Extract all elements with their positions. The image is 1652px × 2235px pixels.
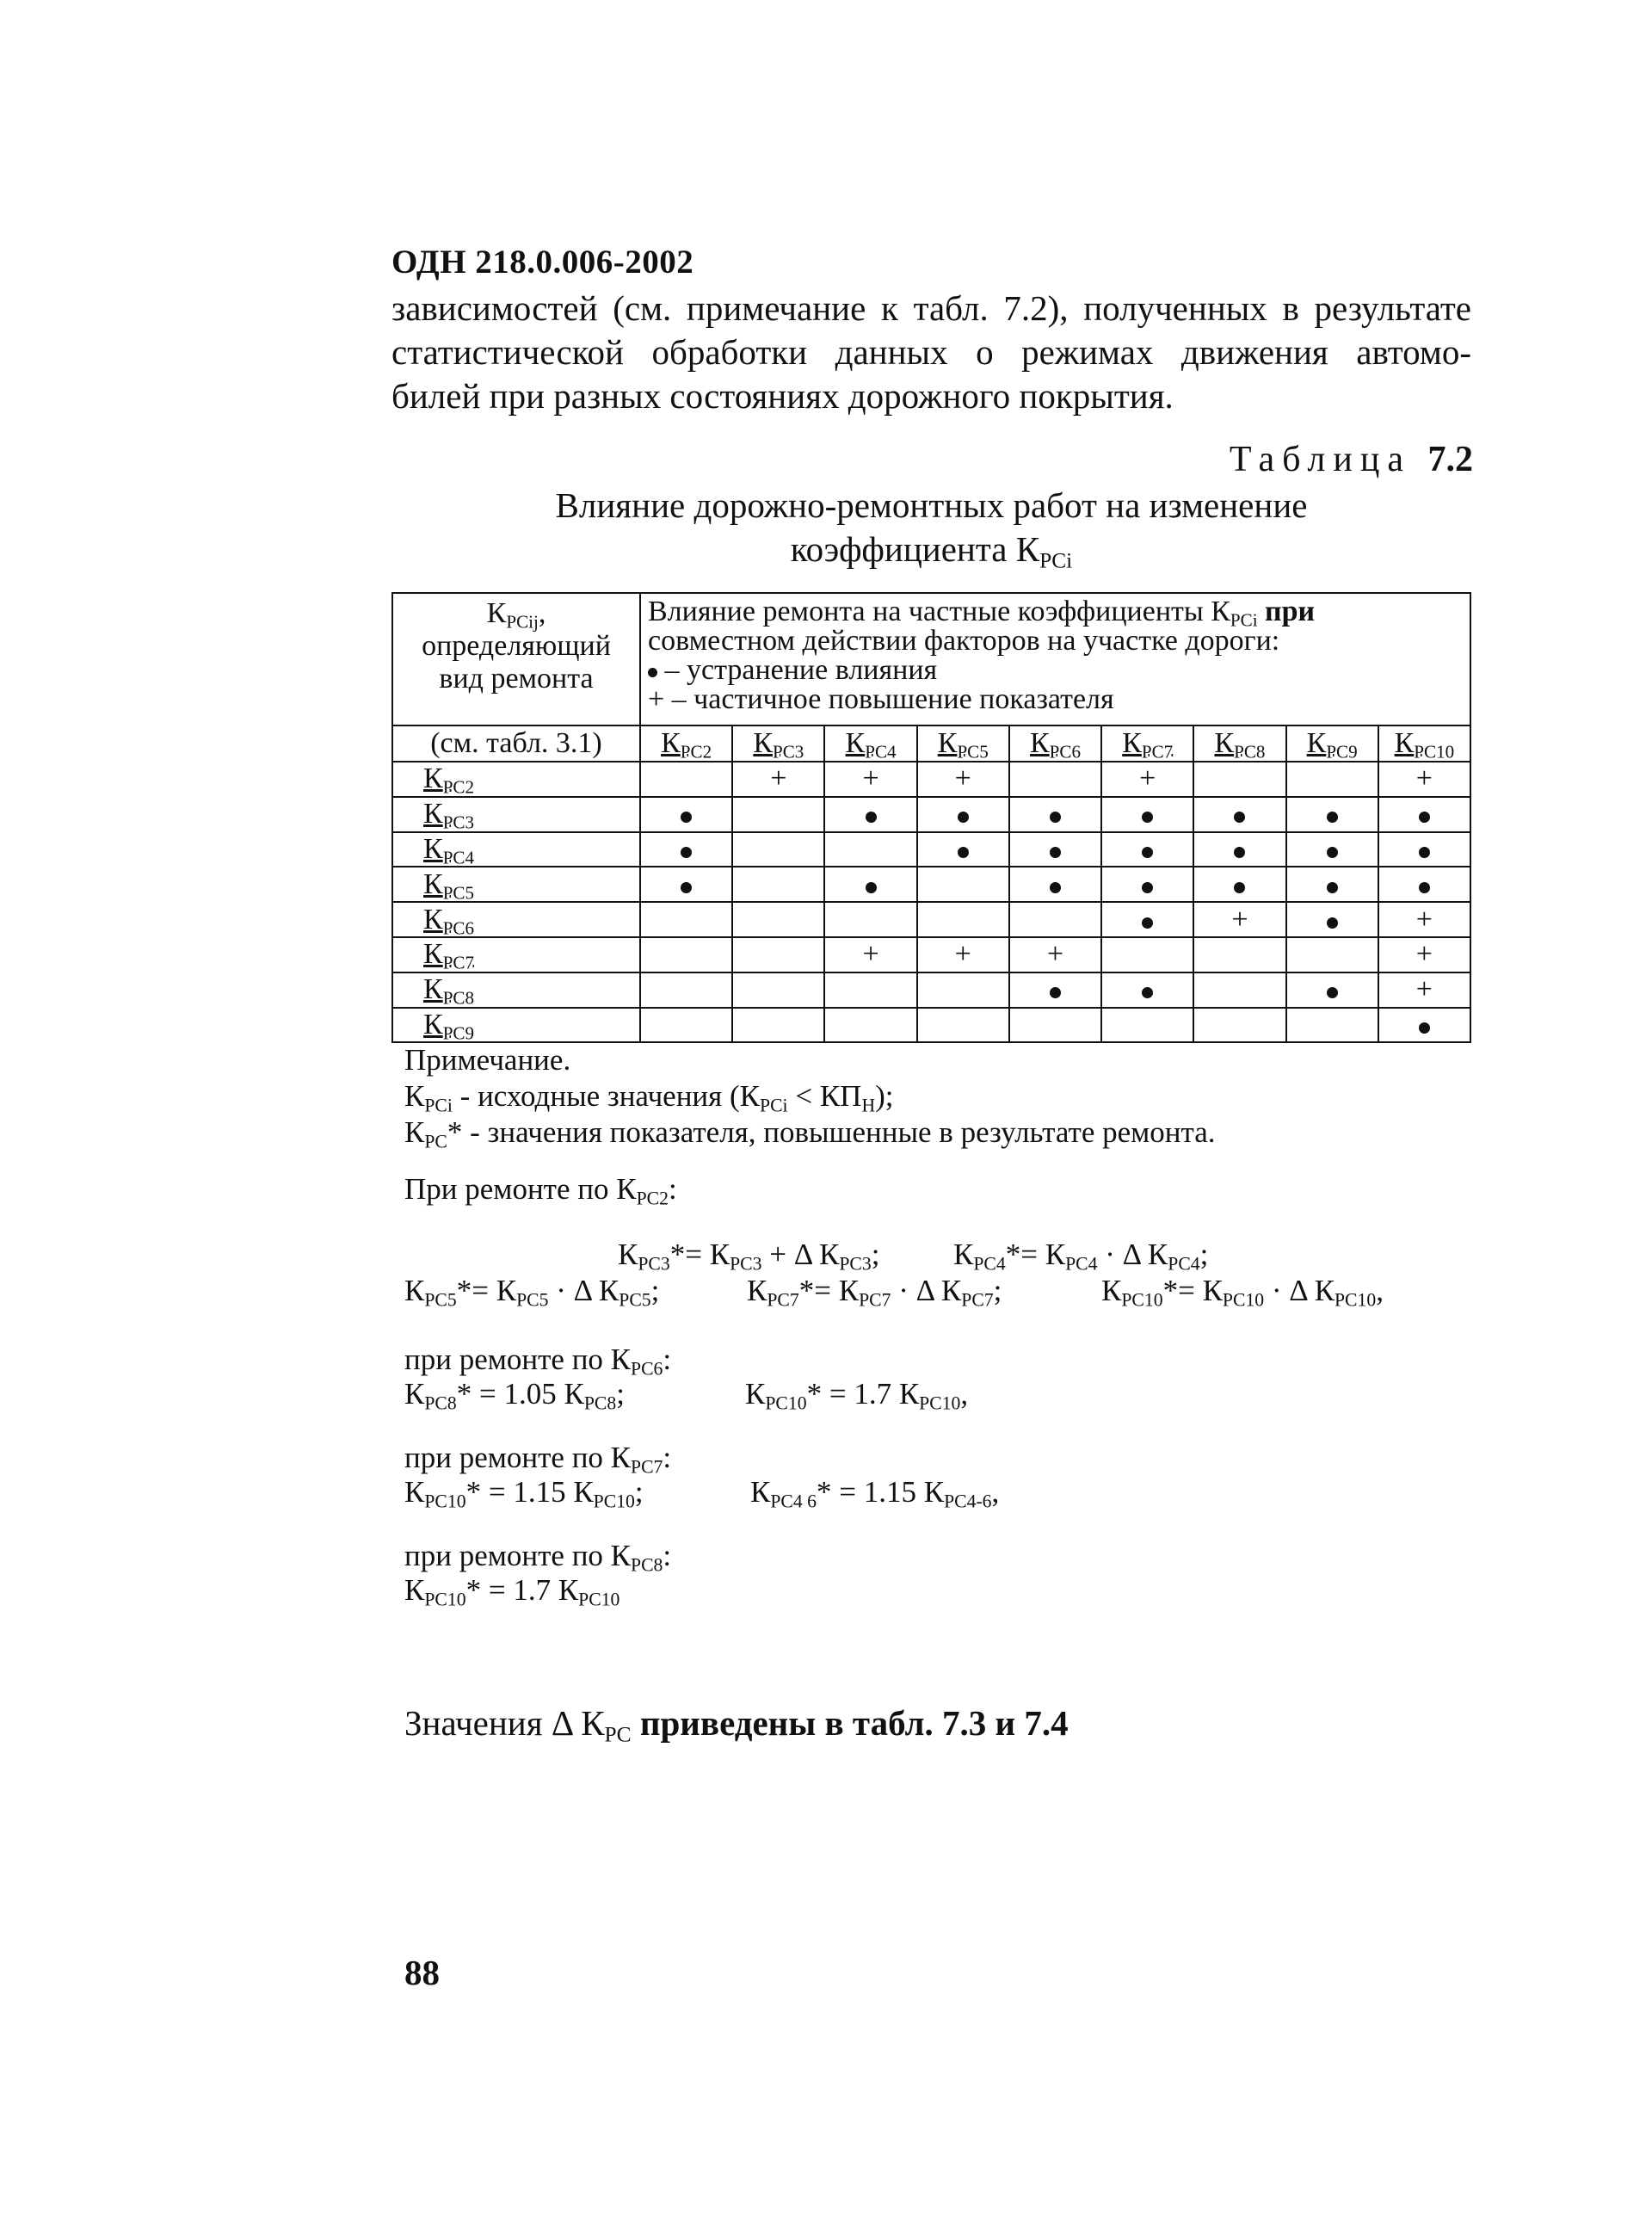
final-statement: Значения Δ $К_{PC}$ приведены в табл. 7.3 и 7.4 [404,1703,1069,1747]
table-caption-line2: коэффициента $К_{PCi}$ [790,529,1073,573]
empty-cell [824,832,916,867]
row-label-pc6: $К_{PC6}$ [392,902,640,937]
elimination-dot-icon [1142,987,1153,998]
partial-increase-cell [1378,972,1470,1008]
empty-cell [732,867,824,902]
partial-increase-mark: + [1415,762,1433,795]
elimination-dot-icon [1327,812,1338,823]
empty-cell [1101,1008,1193,1043]
partial-increase-mark: + [1139,762,1156,795]
row-label-pc4: $К_{PC4}$ [392,832,640,867]
repair-pc8-heading: при ремонте по $К_{PC8}$: [404,1539,672,1576]
partial-increase-cell [824,937,916,972]
elimination-dot-icon [1234,882,1245,893]
left-column-header: $К_{PCij}$, определяющий вид ремонта [392,593,640,725]
elimination-dot-icon [1050,847,1061,858]
table-caption-line1: Влияние дорожно-ремонтных работ на изменение [555,485,1308,525]
formula-pc10-a: $К_{PC10}* = 1.7$ $К_{PC10}$, [745,1377,969,1414]
empty-cell [640,937,732,972]
elimination-dot-icon [1142,882,1153,893]
elimination-dot-icon [1050,812,1061,823]
empty-cell [732,797,824,832]
repair-pc7-heading: при ремонте по $К_{PC7}$: [404,1441,672,1478]
elimination-dot-cell [1286,972,1378,1008]
partial-increase-mark: + [862,762,879,795]
elimination-dot-cell [1193,797,1285,832]
table-row [392,972,1470,1008]
repair-pc6-heading: при ремонте по $К_{PC6}$: [404,1343,672,1380]
partial-increase-cell [732,762,824,797]
empty-cell [1101,937,1193,972]
formula-pc8-a: $К_{PC8}* = 1.05$ $К_{PC8}$; [404,1377,625,1414]
empty-cell [640,972,732,1008]
partial-increase-cell [1378,937,1470,972]
formula-pc4: $К_{PC4}*= К_{PC4} \cdot \Delta$ $К_{PC4}$; [953,1238,1209,1275]
elimination-dot-cell [1286,902,1378,937]
elimination-dot-cell [824,797,916,832]
elimination-dot-cell [1378,867,1470,902]
table-row [392,867,1470,902]
elimination-dot-icon [1050,987,1061,998]
partial-increase-cell [917,937,1009,972]
table-row [392,762,1470,797]
partial-increase-mark: + [1231,903,1248,935]
elimination-dot-icon [1234,812,1245,823]
row-label-pc9: $К_{PC9}$ [392,1008,640,1043]
intro-paragraph [391,287,1471,418]
empty-cell [824,1008,916,1043]
elimination-dot-cell [1378,797,1470,832]
elimination-dot-cell [1009,867,1101,902]
elimination-dot-cell [1101,832,1193,867]
empty-cell [732,832,824,867]
empty-cell [917,1008,1009,1043]
note-line1: $К_{PCi}$ - исходные значения $(К_{PCi} < КП_Н)$; [404,1079,894,1116]
elimination-dot-cell [640,867,732,902]
table-row [392,832,1470,867]
table-row [392,902,1470,937]
elimination-dot-icon [1142,917,1153,929]
empty-cell [732,902,824,937]
right-column-header: Влияние ремонта на частные коэффициенты $К_{PCi}$ при совместном действии факторов на участке дороги: – устранение влияния + – частичное повышение показателя [640,593,1470,725]
empty-cell [640,762,732,797]
note-line2: $К_{PC}*$ - значения показателя, повышенные в результате ремонта. [404,1115,1216,1152]
partial-increase-mark: + [1046,938,1064,971]
elimination-dot-cell [1286,867,1378,902]
row-label-pc3: $К_{PC3}$ [392,797,640,832]
row-label-pc8: $К_{PC8}$ [392,972,640,1008]
partial-increase-cell [1378,902,1470,937]
table-row [392,1008,1470,1043]
elimination-dot-cell [1286,797,1378,832]
partial-increase-mark: + [1415,938,1433,971]
empty-cell [1193,1008,1285,1043]
column-header-pc2: $К_{PC2}$ [640,725,732,762]
empty-cell [1193,937,1285,972]
partial-increase-mark: + [770,762,787,795]
empty-cell [917,972,1009,1008]
elimination-dot-cell [640,797,732,832]
intro-line: статистической обработки данных о режимах движения автомо- [391,332,1471,372]
partial-increase-mark: + [954,938,971,971]
note-title: Примечание. [404,1043,571,1077]
formula-pc10: $К_{PC10}*= К_{PC10} \cdot \Delta$ $К_{PC10}$, [1101,1274,1384,1311]
elimination-dot-cell [1009,832,1101,867]
elimination-dot-icon [1419,812,1430,823]
elimination-dot-cell [640,832,732,867]
elimination-dot-icon [1419,1022,1430,1034]
partial-increase-cell [1101,762,1193,797]
formula-pc10-b: $К_{PC10}* = 1.15$ $К_{PC10}$; [404,1475,644,1512]
elimination-dot-cell [1009,797,1101,832]
elimination-dot-icon [1050,882,1061,893]
elimination-dot-cell [1286,832,1378,867]
row-label-pc5: $К_{PC5}$ [392,867,640,902]
elimination-dot-cell [1193,867,1285,902]
left-header-ref: (см. табл. 3.1) [392,725,640,762]
intro-line: билей при разных состояниях дорожного покрытия. [391,376,1174,416]
elimination-dot-icon [681,847,692,858]
column-header-pc7: $К_{PC7}$ [1101,725,1193,762]
elimination-dot-icon [866,882,877,893]
elimination-dot-icon [1234,847,1245,858]
empty-cell [824,972,916,1008]
empty-cell [640,902,732,937]
empty-cell [824,902,916,937]
elimination-dot-cell [1378,832,1470,867]
column-header-pc9: $К_{PC9}$ [1286,725,1378,762]
column-header-pc3: $К_{PC3}$ [732,725,824,762]
partial-increase-mark: + [1415,973,1433,1006]
elimination-dot-icon [1142,812,1153,823]
empty-cell [1286,1008,1378,1043]
elimination-dot-icon [1327,987,1338,998]
empty-cell [1286,762,1378,797]
partial-increase-cell [1193,902,1285,937]
intro-line: зависимостей (см. примечание к табл. 7.2), полученных в результате [391,288,1471,328]
formula-pc3: $К_{PC3}*= К_{PC3} + \Delta$ $К_{PC3}$; [618,1238,880,1275]
elimination-dot-cell [917,832,1009,867]
column-header-pc6: $К_{PC6}$ [1009,725,1101,762]
elimination-dot-icon [958,847,969,858]
row-label-pc7: $К_{PC7}$ [392,937,640,972]
elimination-dot-cell [1193,832,1285,867]
empty-cell [1193,972,1285,1008]
table-row [392,797,1470,832]
formula-pc4-6: $К_{PC4 6}* = 1.15$ $К_{PC4-6}$, [750,1475,1000,1512]
table-label-word: Таблица [1229,440,1411,479]
formula-pc5: $К_{PC5}*= К_{PC5} \cdot \Delta$ $К_{PC5}$; [404,1274,660,1311]
empty-cell [1009,762,1101,797]
partial-increase-cell [824,762,916,797]
column-header-pc8: $К_{PC8}$ [1193,725,1285,762]
elimination-dot-icon [1419,882,1430,893]
elimination-dot-cell [1378,1008,1470,1043]
table-label-number: 7.2 [1427,440,1473,479]
empty-cell [1009,902,1101,937]
partial-increase-mark: + [1415,903,1433,935]
empty-cell [640,1008,732,1043]
elimination-dot-icon [1142,847,1153,858]
empty-cell [1193,762,1285,797]
elimination-dot-cell [917,797,1009,832]
elimination-dot-cell [1101,797,1193,832]
empty-cell [917,867,1009,902]
empty-cell [732,972,824,1008]
document-code: ОДН 218.0.006-2002 [391,244,694,281]
empty-cell [1009,1008,1101,1043]
partial-increase-mark: + [862,938,879,971]
empty-cell [732,1008,824,1043]
repair-pc2-heading: При ремонте по $К_{PC2}$: [404,1172,677,1209]
elimination-dot-cell [1009,972,1101,1008]
elimination-dot-icon [958,812,969,823]
formula-pc7: $К_{PC7}*= К_{PC7} \cdot \Delta$ $К_{PC7}$; [747,1274,1002,1311]
elimination-dot-cell [1101,867,1193,902]
elimination-dot-icon [681,882,692,893]
row-label-pc2: $К_{PC2}$ [392,762,640,797]
empty-cell [1286,937,1378,972]
repair-influence-table [391,592,1471,1043]
partial-increase-cell [1009,937,1101,972]
partial-increase-mark: + [954,762,971,795]
partial-increase-cell [1378,762,1470,797]
empty-cell [917,902,1009,937]
partial-increase-cell [917,762,1009,797]
dot-legend-icon [648,668,657,677]
formula-pc10-c: $К_{PC10}* = 1.7$ $К_{PC10}$ [404,1573,620,1610]
elimination-dot-icon [1327,917,1338,929]
empty-cell [732,937,824,972]
column-header-pc5: $К_{PC5}$ [917,725,1009,762]
elimination-dot-cell [824,867,916,902]
table-label [1230,439,1473,480]
elimination-dot-icon [681,812,692,823]
table-row [392,937,1470,972]
elimination-dot-icon [1419,847,1430,858]
page-number: 88 [404,1953,440,1992]
column-header-pc4: $К_{PC4}$ [824,725,916,762]
elimination-dot-icon [866,812,877,823]
elimination-dot-icon [1327,847,1338,858]
elimination-dot-cell [1101,972,1193,1008]
elimination-dot-cell [1101,902,1193,937]
elimination-dot-icon [1327,882,1338,893]
column-header-pc10: $К_{PC10}$ [1378,725,1470,762]
